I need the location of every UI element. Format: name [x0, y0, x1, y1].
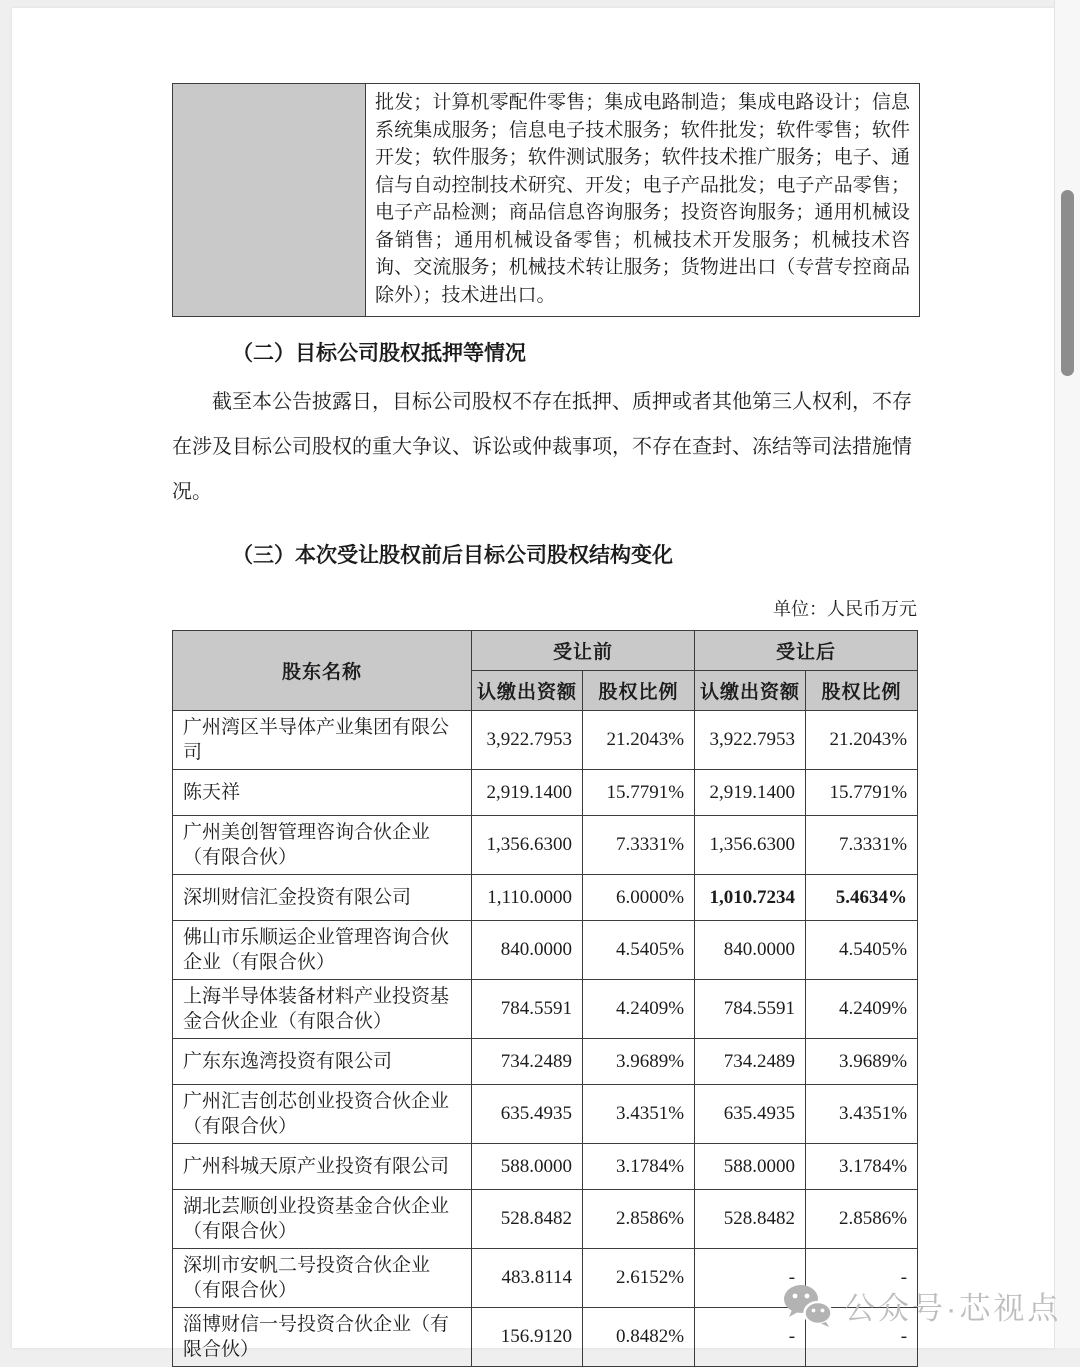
table-row [173, 980, 918, 1039]
before-capital: 1,356.6300 [472, 816, 583, 875]
unit-note: 单位：人民币万元 [773, 599, 917, 619]
shareholder-name: 佛山市乐顺运企业管理咨询合伙企业（有限合伙） [173, 921, 472, 980]
table-header-row [173, 631, 918, 671]
col-header-ratio-before: 股权比例 [583, 671, 695, 711]
before-capital: 1,110.0000 [472, 875, 583, 921]
after-capital: - [695, 1308, 806, 1367]
after-capital: 588.0000 [695, 1144, 806, 1190]
before-ratio: 21.2043% [583, 711, 695, 770]
before-ratio: 0.8482% [583, 1308, 695, 1367]
before-capital: 483.8114 [472, 1249, 583, 1308]
col-header-capital-before: 认缴出资额 [472, 671, 583, 711]
before-capital: 734.2489 [472, 1039, 583, 1085]
before-ratio: 6.0000% [583, 875, 695, 921]
after-ratio: 21.2043% [806, 711, 918, 770]
table-row [173, 921, 918, 980]
after-ratio: 15.7791% [806, 770, 918, 816]
shareholder-name: 湖北芸顺创业投资基金合伙企业（有限合伙） [173, 1190, 472, 1249]
equity-structure-table [172, 630, 918, 1367]
table-row [173, 1144, 918, 1190]
after-ratio: 3.9689% [806, 1039, 918, 1085]
document-page [12, 8, 1055, 1360]
after-capital: 635.4935 [695, 1085, 806, 1144]
col-header-shareholder: 股东名称 [173, 631, 472, 711]
watermark [782, 1283, 1061, 1328]
table-row [173, 711, 918, 770]
shareholder-name: 广州美创智管理咨询合伙企业（有限合伙） [173, 816, 472, 875]
after-ratio: 3.1784% [806, 1144, 918, 1190]
after-ratio: 3.4351% [806, 1085, 918, 1144]
business-scope-text: 批发；计算机零配件零售；集成电路制造；集成电路设计；信息系统集成服务；信息电子技术服务；软件批发；软件零售；软件开发；软件服务；软件测试服务；软件技术推广服务；电子、通信与自动控制技术研究、开发；电子产品批发；电子产品零售；电子产品检测；商品信息咨询服务；投资咨询服务；通用机械设备销售；通用机械设备零售；机械技术开发服务；机械技术咨询、交流服务；机械技术转让服务；货物进出口（专营专控商品除外）；技术进出口。 [375, 92, 910, 306]
after-ratio: 5.4634% [806, 875, 918, 921]
table-row [173, 770, 918, 816]
after-capital: 734.2489 [695, 1039, 806, 1085]
before-capital: 528.8482 [472, 1190, 583, 1249]
after-capital: 1,010.7234 [695, 875, 806, 921]
before-ratio: 4.5405% [583, 921, 695, 980]
shareholder-name: 深圳市安帆二号投资合伙企业（有限合伙） [173, 1249, 472, 1308]
shareholder-name: 上海半导体装备材料产业投资基金合伙企业（有限合伙） [173, 980, 472, 1039]
table-row [173, 1039, 918, 1085]
table-row [173, 1085, 918, 1144]
before-ratio: 3.1784% [583, 1144, 695, 1190]
after-ratio: 4.2409% [806, 980, 918, 1039]
col-header-after: 受让后 [695, 631, 918, 671]
watermark-text: 公众号·芯视点 [844, 1291, 1062, 1326]
before-capital: 156.9120 [472, 1308, 583, 1367]
before-ratio: 2.8586% [583, 1190, 695, 1249]
scrollbar-track[interactable] [1054, 0, 1080, 1348]
before-capital: 840.0000 [472, 921, 583, 980]
table-row [173, 816, 918, 875]
after-capital: 840.0000 [695, 921, 806, 980]
shareholder-name: 深圳财信汇金投资有限公司 [173, 875, 472, 921]
before-capital: 635.4935 [472, 1085, 583, 1144]
before-capital: 2,919.1400 [472, 770, 583, 816]
before-ratio: 4.2409% [583, 980, 695, 1039]
business-scope-table [172, 83, 920, 317]
before-ratio: 7.3331% [583, 816, 695, 875]
shareholder-name: 陈天祥 [173, 770, 472, 816]
before-capital: 3,922.7953 [472, 711, 583, 770]
after-ratio: - [806, 1249, 918, 1308]
section2-paragraph: 截至本公告披露日，目标公司股权不存在抵押、质押或者其他第三人权利，不存在涉及目标公司股权的重大争议、诉讼或仲裁事项，不存在查封、冻结等司法措施情况。 [172, 391, 912, 503]
after-capital: 2,919.1400 [695, 770, 806, 816]
business-scope-label-cell [173, 84, 366, 316]
after-ratio: 2.8586% [806, 1190, 918, 1249]
shareholder-name: 广州汇吉创芯创业投资合伙企业（有限合伙） [173, 1085, 472, 1144]
before-ratio: 15.7791% [583, 770, 695, 816]
shareholder-name: 广州科城天原产业投资有限公司 [173, 1144, 472, 1190]
after-capital: 528.8482 [695, 1190, 806, 1249]
shareholder-name: 广州湾区半导体产业集团有限公司 [173, 711, 472, 770]
before-ratio: 3.9689% [583, 1039, 695, 1085]
wechat-icon [782, 1284, 834, 1328]
section2-heading: （二）目标公司股权抵押等情况 [232, 341, 526, 365]
shareholder-name: 淄博财信一号投资合伙企业（有限合伙） [173, 1308, 472, 1367]
before-ratio: 3.4351% [583, 1085, 695, 1144]
document-content [172, 83, 920, 1367]
after-ratio: 7.3331% [806, 816, 918, 875]
col-header-before: 受让前 [472, 631, 695, 671]
after-capital: - [695, 1249, 806, 1308]
section3-heading: （三）本次受让股权前后目标公司股权结构变化 [232, 543, 673, 567]
after-capital: 3,922.7953 [695, 711, 806, 770]
scrollbar-thumb[interactable] [1061, 190, 1074, 376]
before-capital: 588.0000 [472, 1144, 583, 1190]
table-row [173, 875, 918, 921]
after-capital: 784.5591 [695, 980, 806, 1039]
before-ratio: 2.6152% [583, 1249, 695, 1308]
col-header-ratio-after: 股权比例 [806, 671, 918, 711]
before-capital: 784.5591 [472, 980, 583, 1039]
after-ratio: - [806, 1308, 918, 1367]
table-row [173, 1190, 918, 1249]
shareholder-name: 广东东逸湾投资有限公司 [173, 1039, 472, 1085]
after-capital: 1,356.6300 [695, 816, 806, 875]
after-ratio: 4.5405% [806, 921, 918, 980]
col-header-capital-after: 认缴出资额 [695, 671, 806, 711]
